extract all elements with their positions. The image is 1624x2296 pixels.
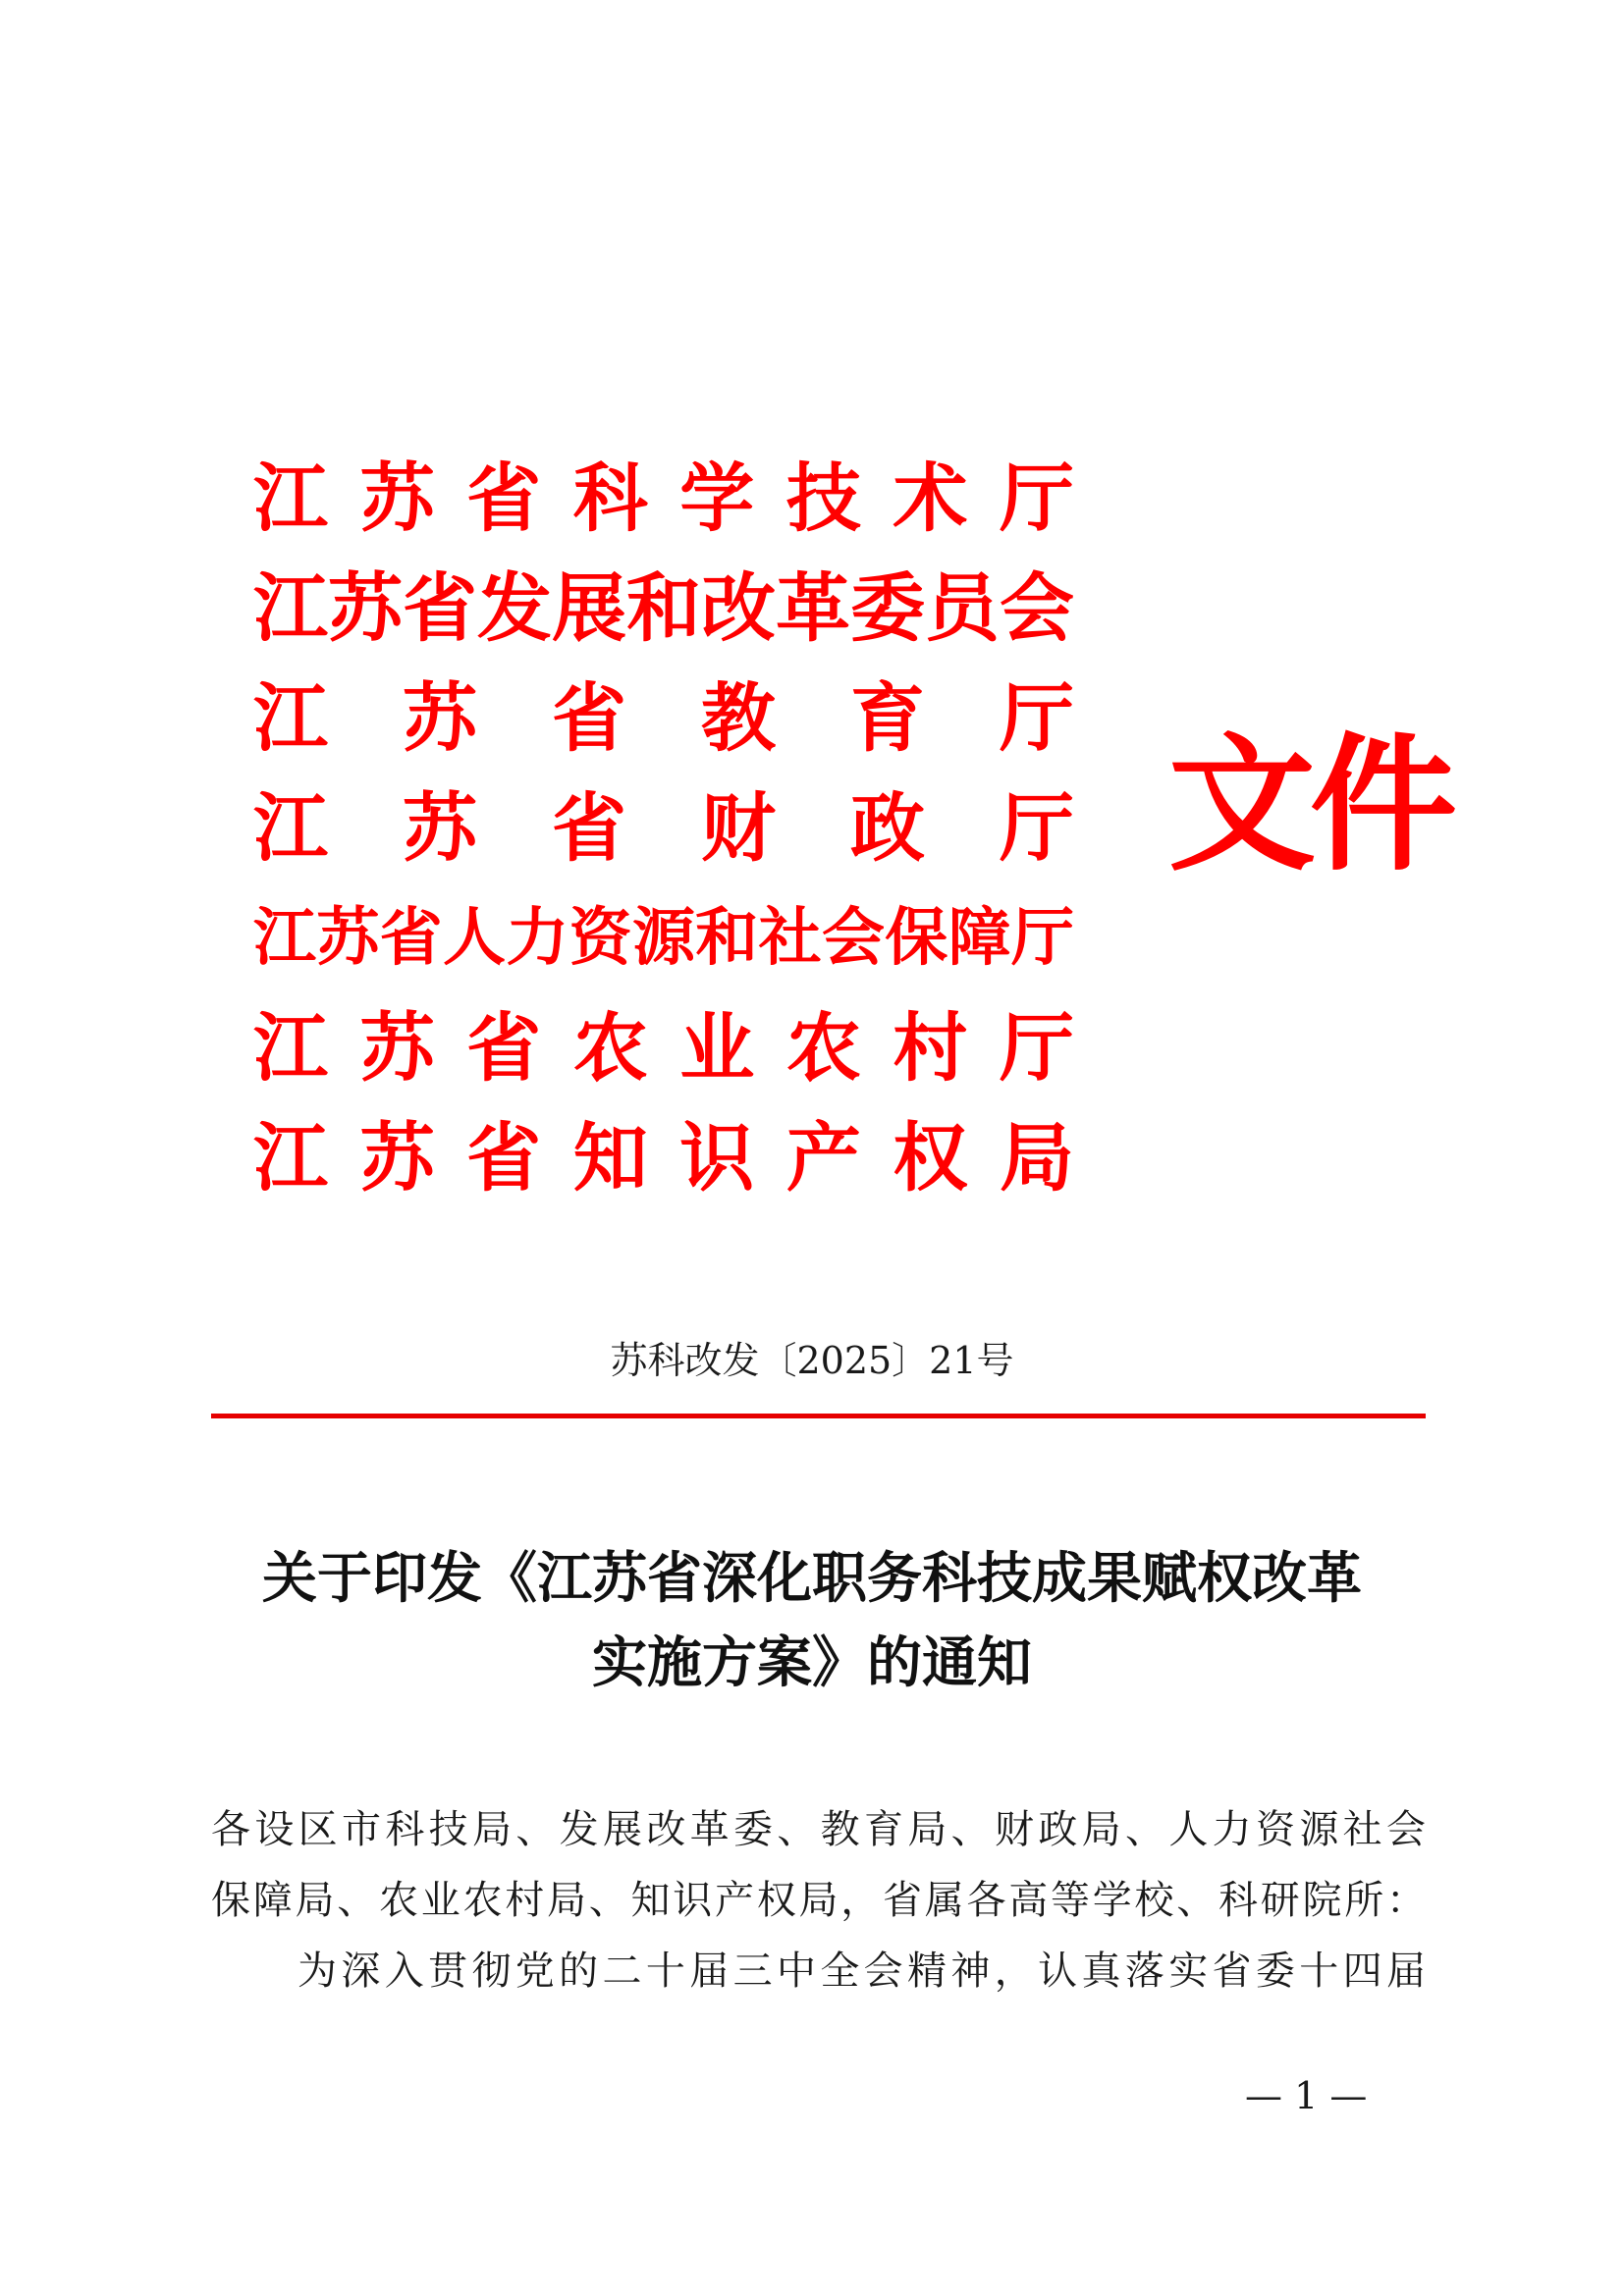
issuer-char: 会 (821, 901, 885, 975)
issuer-char: 厅 (1010, 901, 1074, 975)
issuer-char: 知 (572, 1114, 648, 1201)
issuer-char: 资 (568, 901, 632, 975)
file-label: 文件 (1168, 719, 1452, 891)
issuer-char: 苏 (316, 901, 380, 975)
body-line: 保障局、农业农村局、知识产权局，省属各高等学校、科研院所： (211, 1878, 1426, 1923)
issuer-char: 厅 (999, 454, 1074, 542)
issuer-char: 障 (947, 901, 1011, 975)
issuer-char: 产 (785, 1114, 861, 1201)
issuer-char: 政 (850, 784, 925, 872)
issuer-char: 厅 (1000, 784, 1074, 872)
issuer-line (253, 664, 1074, 774)
issuer-char: 保 (885, 901, 948, 975)
issuer-line (253, 774, 1074, 883)
issuer-char: 展 (552, 564, 626, 652)
body-line: 为深入贯彻党的二十届三中全会精神，认真落实省委十四届 (298, 1949, 1426, 1994)
issuer-char: 术 (893, 454, 968, 542)
issuer-char: 和 (626, 564, 701, 652)
issuer-char: 权 (893, 1114, 968, 1201)
issuer-char: 江 (253, 1114, 328, 1201)
issuer-char: 省 (466, 454, 542, 542)
issuer-char: 育 (850, 674, 925, 762)
issuer-char: 江 (253, 674, 328, 762)
issuer-char: 江 (253, 564, 328, 652)
issuer-char: 委 (850, 564, 925, 652)
issuer-char: 苏 (359, 454, 435, 542)
issuer-char: 苏 (359, 1004, 435, 1092)
issuer-line (253, 444, 1074, 554)
issuer-char: 苏 (403, 784, 477, 872)
issuing-authorities (253, 444, 1074, 1213)
issuer-char: 江 (253, 1004, 328, 1092)
issuer-char: 省 (466, 1114, 542, 1201)
issuer-char: 识 (679, 1114, 755, 1201)
title-line: 关于印发《江苏省深化职务科技成果赋权改革 (262, 1546, 1362, 1611)
issuer-char: 力 (506, 901, 569, 975)
issuer-char: 江 (253, 784, 328, 872)
issuer-char: 和 (695, 901, 759, 975)
issuer-char: 会 (1000, 564, 1074, 652)
issuer-char: 省 (403, 564, 477, 652)
page-number: — 1 — (1245, 2074, 1368, 2117)
issuer-line (253, 1103, 1074, 1213)
issuer-char: 技 (785, 454, 861, 542)
issuer-char: 局 (999, 1114, 1074, 1201)
issuer-char: 厅 (1000, 674, 1074, 762)
issuer-char: 苏 (403, 674, 477, 762)
issuer-char: 农 (785, 1004, 861, 1092)
issuer-char: 学 (679, 454, 755, 542)
issuer-char: 财 (701, 784, 776, 872)
document-title (196, 1536, 1428, 1705)
issuer-char: 改 (701, 564, 776, 652)
issuer-char: 革 (776, 564, 850, 652)
red-divider-line (211, 1414, 1426, 1418)
issuer-char: 江 (253, 901, 316, 975)
body-line: 各设区市科技局、发展改革委、教育局、财政局、人力资源社会 (211, 1807, 1426, 1852)
issuer-char: 厅 (999, 1004, 1074, 1092)
issuer-char: 省 (552, 674, 626, 762)
issuer-line (253, 883, 1074, 993)
issuer-char: 省 (379, 901, 443, 975)
issuer-char: 教 (701, 674, 776, 762)
issuer-char: 省 (552, 784, 626, 872)
issuer-char: 省 (466, 1004, 542, 1092)
issuer-char: 社 (758, 901, 822, 975)
issuer-char: 业 (679, 1004, 755, 1092)
document-number: 苏科改发〔2025〕21号 (610, 1339, 1014, 1382)
document-body (211, 1794, 1426, 2006)
issuer-char: 发 (477, 564, 552, 652)
issuer-char: 苏 (328, 564, 403, 652)
issuer-char: 农 (572, 1004, 648, 1092)
issuer-char: 江 (253, 454, 328, 542)
issuer-char: 科 (572, 454, 648, 542)
issuer-line (253, 554, 1074, 664)
issuer-char: 源 (631, 901, 695, 975)
issuer-char: 人 (442, 901, 506, 975)
issuer-char: 员 (925, 564, 1000, 652)
issuer-char: 村 (893, 1004, 968, 1092)
issuer-char: 苏 (359, 1114, 435, 1201)
issuer-line (253, 993, 1074, 1103)
title-line: 实施方案》的通知 (592, 1630, 1032, 1695)
